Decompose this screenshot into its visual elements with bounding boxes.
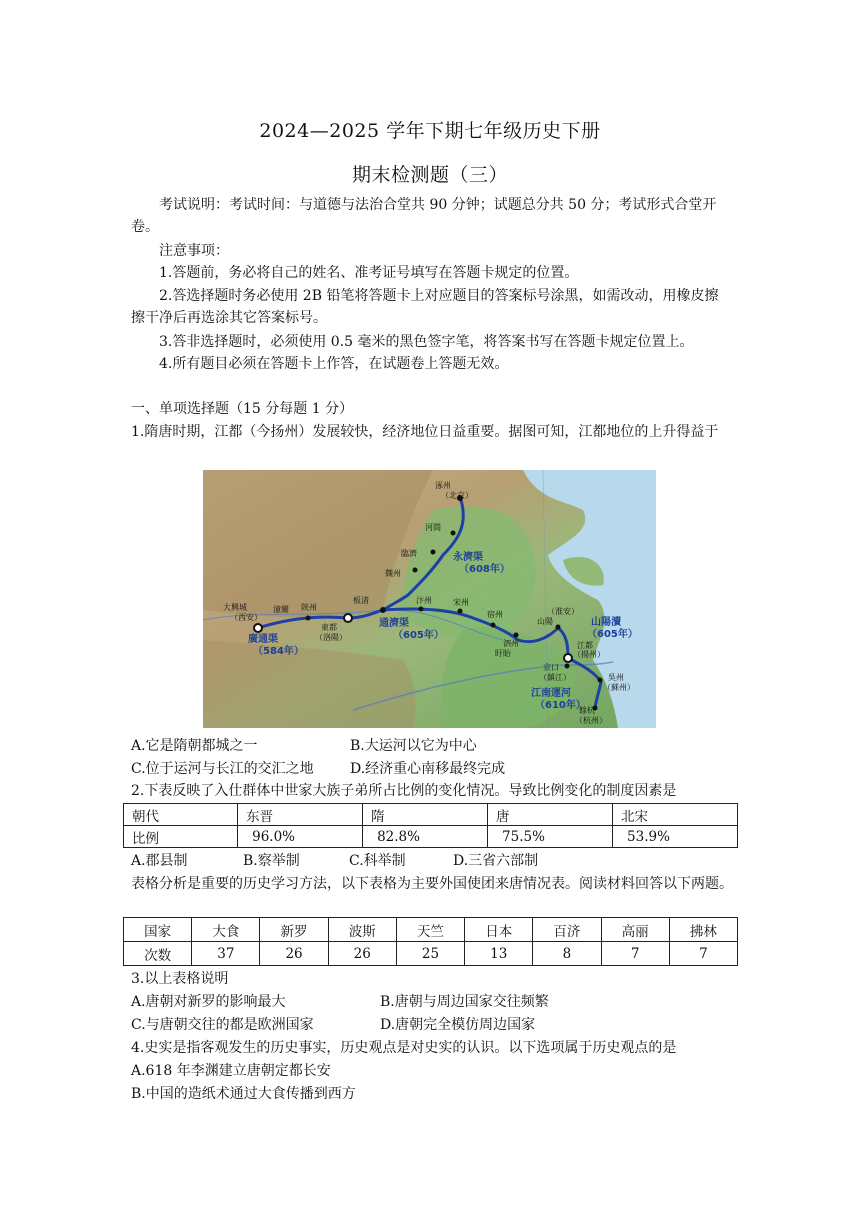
grand-canal-map [203,470,656,728]
city-dot [556,625,561,630]
table-cell: 37 [192,942,260,966]
map-label: 汴州 [416,596,432,605]
canal-label: 永濟渠 [453,552,483,563]
q4-option-b: B.中国的造纸术通过大食传播到西方 [131,1086,356,1102]
q1-option-a: A.它是隋朝都城之一 [131,738,258,754]
city-dot [419,607,424,612]
q3-option-c: C.与唐朝交往的都是欧洲国家 [131,1017,314,1033]
table-cell: 96.0% [238,826,363,848]
map-label: 潼關 [273,605,289,614]
table-cell: 26 [260,942,328,966]
q1-stem: 1.隋唐时期，江都（今扬州）发展较快，经济地位日益重要。据图可知，江都地位的上升得益于 [131,424,719,440]
city-dot [458,609,463,614]
table-row [124,826,738,848]
table-cell: 大食 [192,918,260,942]
map-label: （西安） [230,613,262,622]
map-label: （淮安） [547,607,579,616]
city-dot [491,623,496,628]
canal-label: （608年） [459,564,510,575]
map-label: 盱眙 [495,649,511,658]
city-dot [306,616,311,621]
q3-option-b: B.唐朝与周边国家交往频繁 [380,994,549,1010]
notice-item: 3.答非选择题时，必须使用 0.5 毫米的黑色签字笔，将答案书写在答题卡规定位置上。 [159,334,694,350]
q4-option-a: A.618 年李渊建立唐朝定都长安 [131,1063,331,1079]
table-row [124,804,738,826]
capital-daxing-marker [254,624,262,632]
map-label: 魏州 [385,569,401,578]
table-cell: 百济 [533,918,601,942]
table-cell: 朝代 [124,804,238,826]
q2-option-d: D.三省六部制 [453,853,539,869]
map-label: 河間 [425,523,441,532]
table-cell: 82.8% [363,826,488,848]
table-cell: 唐 [488,804,613,826]
q2-stem: 2.下表反映了入仕群体中世家大族子弟所占比例的变化情况。导致比例变化的制度因素是 [131,783,677,799]
table-cell: 75.5% [488,826,613,848]
q2-option-b: B.察举制 [243,853,300,869]
intro-q3-q4: 表格分析是重要的历史学习方法，以下表格为主要外国使团来唐情况表。阅读材料回答以下两题。 [131,876,733,892]
q2-option-a: A.郡县制 [131,853,188,869]
table-cell: 国家 [124,918,192,942]
canal-label: （584年） [253,646,304,657]
map-label: 涿州 [435,481,451,490]
table-cell: 25 [396,942,464,966]
map-label: 板渚 [353,596,369,605]
map-label: 宋州 [453,598,469,607]
section-heading: 一、单项选择题（15 分每题 1 分） [131,401,354,417]
q1-option-b: B.大运河以它为中心 [350,738,477,754]
notice-item: 1.答题前，务必将自己的姓名、准考证号填写在答题卡规定的位置。 [159,265,579,281]
map-label: 京口 [543,663,559,672]
table-cell: 26 [328,942,396,966]
table-cell: 日本 [465,918,533,942]
capital-luoyang-marker [344,614,352,622]
map-label: 江都 [577,641,593,650]
table-cell: 比例 [124,826,238,848]
canal-label: 廣通渠 [248,634,278,645]
q3-option-d: D.唐朝完全模仿周边国家 [380,1017,536,1033]
table-cell: 8 [533,942,601,966]
map-label: 餘杭 [579,706,595,715]
map-label: （蘇州） [603,683,635,692]
map-label: （鎮江） [539,673,571,682]
map-label: （揚州） [573,650,605,659]
notice-item: 2.答选择题时务必使用 2B 铅笔将答题卡上对应题目的答案标号涂黑，如需改动，用橡皮擦擦干净后再选涂其它答案标号。 [131,288,719,326]
map-label: （北京） [441,491,473,500]
q1-option-c: C.位于运河与长江的交汇之地 [131,761,314,777]
map-label: 臨濟 [401,549,417,558]
table-cell: 天竺 [396,918,464,942]
map-label: （洛陽） [315,633,347,642]
canal-label: （605年） [587,629,638,640]
table-cell: 7 [669,942,737,966]
city-dot [514,633,519,638]
table-row [124,942,738,966]
exam-title: 2024—2025 学年下期七年级历史下册 [259,120,601,142]
notice-title: 注意事项： [159,243,229,259]
canal-label: 通濟渠 [379,618,409,629]
canal-label: （605年） [393,630,444,641]
table-cell: 隋 [363,804,488,826]
table-cell: 次数 [124,942,192,966]
map-label: 山陽 [537,617,553,626]
envoy-table [123,917,738,966]
city-dot [565,664,570,669]
q3-stem: 3.以上表格说明 [131,971,229,987]
table-cell: 高丽 [601,918,669,942]
city-dot [451,531,456,536]
canal-label: （610年） [535,700,586,711]
table-cell: 13 [465,942,533,966]
exam-subtitle: 期末检测题（三） [351,164,508,186]
table-cell: 波斯 [328,918,396,942]
table-cell: 7 [601,942,669,966]
map-label: 宿州 [487,610,503,619]
table-cell: 拂林 [669,918,737,942]
table-cell: 北宋 [613,804,738,826]
table-cell: 东晋 [238,804,363,826]
q1-option-d: D.经济重心南移最终完成 [350,761,506,777]
q2-table [123,803,738,848]
map-label: 吳州 [608,673,624,682]
city-dot [598,678,603,683]
q4-stem: 4.史实是指客观发生的历史事实，历史观点是对史实的认识。以下选项属于历史观点的是 [131,1040,677,1056]
exam-note: 考试说明：考试时间：与道德与法治合堂共 90 分钟；试题总分共 50 分；考试形式合堂开卷。 [131,197,717,235]
map-label: 大興城 [223,603,247,612]
canal-label: 江南運河 [531,688,571,699]
notice-item: 4.所有题目必须在答题卡上作答，在试题卷上答题无效。 [159,356,509,372]
map-label: 陝州 [301,603,317,612]
city-dot [431,550,436,555]
canal-label: 山陽瀆 [591,617,621,628]
table-row [124,918,738,942]
jiangdu-marker [564,654,572,662]
city-dot [413,568,418,573]
table-cell: 新罗 [260,918,328,942]
map-label: 泗州 [503,639,519,648]
q3-option-a: A.唐朝对新罗的影响最大 [131,994,286,1010]
map-label: 東都 [321,623,337,632]
q2-option-c: C.科举制 [349,853,406,869]
map-label: （杭州） [575,716,607,725]
table-cell: 53.9% [613,826,738,848]
city-dot [380,607,386,613]
